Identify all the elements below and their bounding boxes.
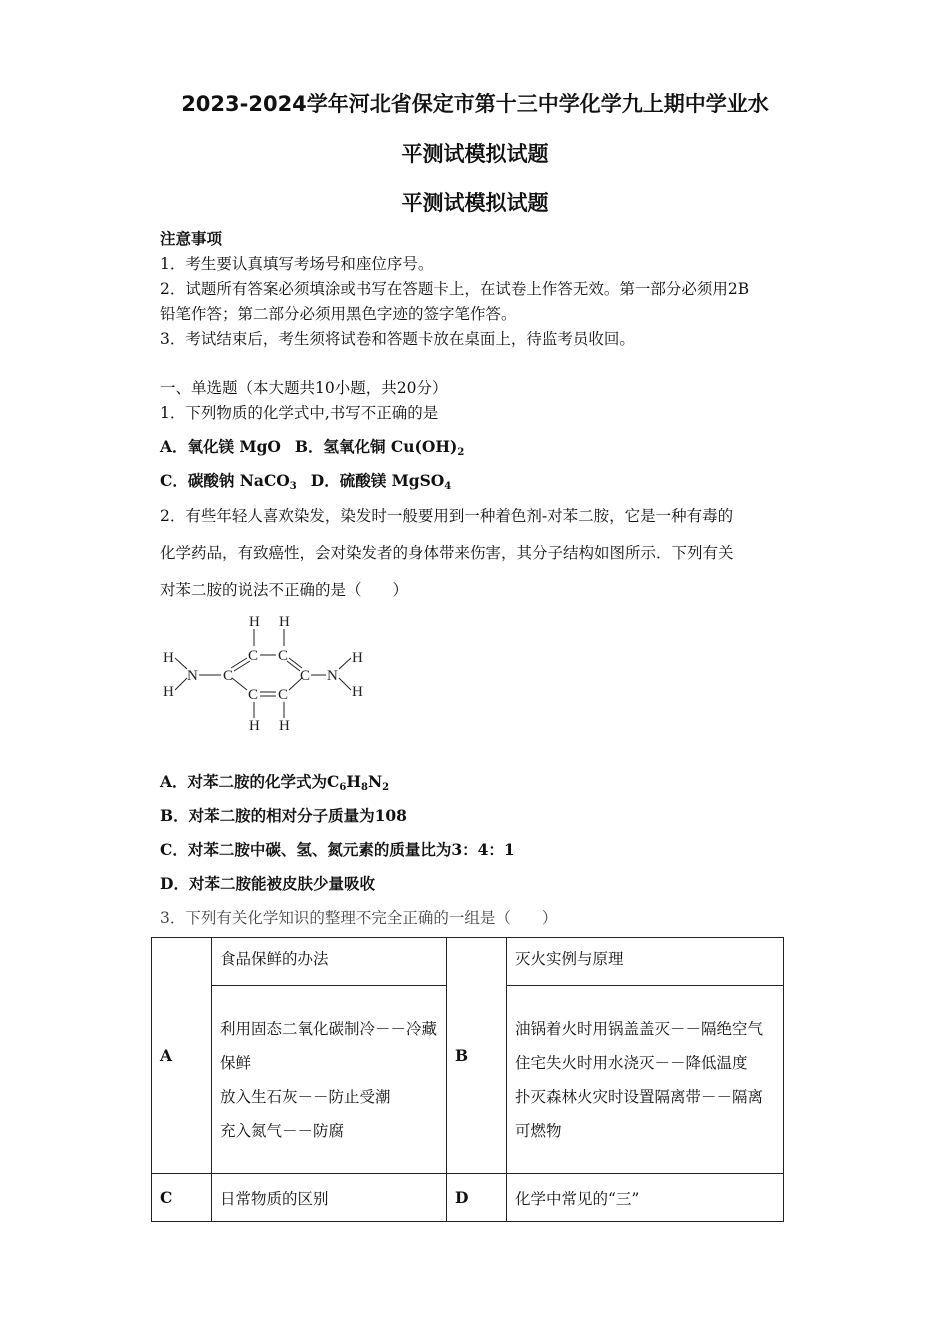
atom-h-left-top: H [163,650,174,666]
q1-stem: 1．下列物质的化学式中,书写不正确的是 [160,404,439,422]
atom-c-left: C [223,668,234,684]
atom-c-bottom-left: C [248,687,259,703]
q2-option-c: C．对苯二胺中碳、氢、氮元素的质量比为3：4：1 [160,840,515,859]
atom-h-right-top: H [352,650,363,666]
option-a-line-3: 充入氮气－－防腐 [220,1121,345,1140]
option-a-line-2: 放入生石灰－－防止受潮 [220,1087,391,1106]
option-b-body [507,986,784,1174]
atom-h-bottom-left: H [249,718,260,734]
q1-option-a: A．氧化镁 MgO [160,437,281,456]
q2-option-b: B．对苯二胺的相对分子质量为108 [160,806,407,825]
option-b-line-3: 扑灭森林火灾时设置隔离带－－隔离可燃物 [515,1087,764,1140]
q2-stem-line2: 化学药品，有致癌性，会对染发者的身体带来伤害，其分子结构如图所示．下列有关 [160,544,734,562]
q1-options-cd: C．碳酸钠 NaCO$_3$ D．硫酸镁 MgSO$_4$ [160,471,452,492]
notice-item-1: 1．考生要认真填写考场号和座位序号。 [160,255,434,273]
option-b-line-1: 油锅着火时用锅盖盖灭－－隔绝空气 [515,1019,764,1038]
q2-option-a: A．对苯二胺的化学式为$C_6H_8N_2$ [160,772,390,793]
atom-c-right: C [300,668,311,684]
option-d-label: D [447,1174,507,1222]
atom-n-left: N [187,668,198,684]
q1-option-b: B．氢氧化铜 Cu(OH) [294,437,458,456]
atom-c-top-left: C [248,648,259,664]
notice-item-3: 3．考试结束后，考生须将试卷和答题卡放在桌面上，待监考员收回。 [160,330,635,348]
molecule-structure-diagram [155,608,380,738]
q2-stem-line3: 对苯二胺的说法不正确的是（ ） [160,581,409,599]
q3-options-table [151,937,784,1222]
option-d-header: 化学中常见的“三” [507,1174,784,1222]
atom-c-bottom-right: C [278,687,289,703]
atom-h-top-left: H [249,614,260,630]
q3-stem: 3．下列有关化学知识的整理不完全正确的一组是（ ） [160,909,558,927]
section-heading: 一、单选题（本大题共10小题，共20分） [160,379,448,397]
page-title-line3: 平测试模拟试题 [401,191,549,215]
notice-item-2a: 2．试题所有答案必须填涂或书写在答题卡上，在试卷上作答无效。第一部分必须用2B [160,280,750,298]
option-c-header: 日常物质的区别 [212,1174,447,1222]
option-b-label: B [447,938,507,1174]
q1-option-d: D．硫酸镁 MgSO [310,471,445,490]
atom-n-right: N [327,668,338,684]
atom-h-right-bottom: H [352,684,363,700]
option-a-label: A [152,938,212,1174]
option-a-line-1: 利用固态二氧化碳制冷－－冷藏保鲜 [220,1019,438,1072]
q2-stem-line1: 2．有些年轻人喜欢染发，染发时一般要用到一种着色剂-对苯二胺，它是一种有毒的 [160,507,734,525]
option-c-label: C [152,1174,212,1222]
option-b-line-2: 住宅失火时用水浇灭－－降低温度 [515,1053,748,1072]
q2-option-d: D．对苯二胺能被皮肤少量吸收 [160,874,375,893]
atom-h-top-right: H [279,614,290,630]
atom-h-left-bottom: H [163,684,174,700]
option-a-header: 食品保鲜的办法 [212,938,447,986]
q1-option-c: C．碳酸钠 NaCO [160,471,290,490]
atom-c-top-right: C [278,648,289,664]
page-title-line2: 平测试模拟试题 [401,142,549,166]
option-b-header: 灭火实例与原理 [507,938,784,986]
q1-options-ab: A．氧化镁 MgO B．氢氧化铜 $Cu(OH)_2$ [160,437,465,458]
option-a-body [212,986,447,1174]
notice-heading: 注意事项 [160,229,223,248]
notice-item-2b: 铅笔作答；第二部分必须用黑色字迹的签字笔作答。 [160,305,517,323]
page-title-line1: 2023-2024学年河北省保定市第十三中学化学九上期中学业水 [181,92,769,116]
atom-h-bottom-right: H [279,718,290,734]
